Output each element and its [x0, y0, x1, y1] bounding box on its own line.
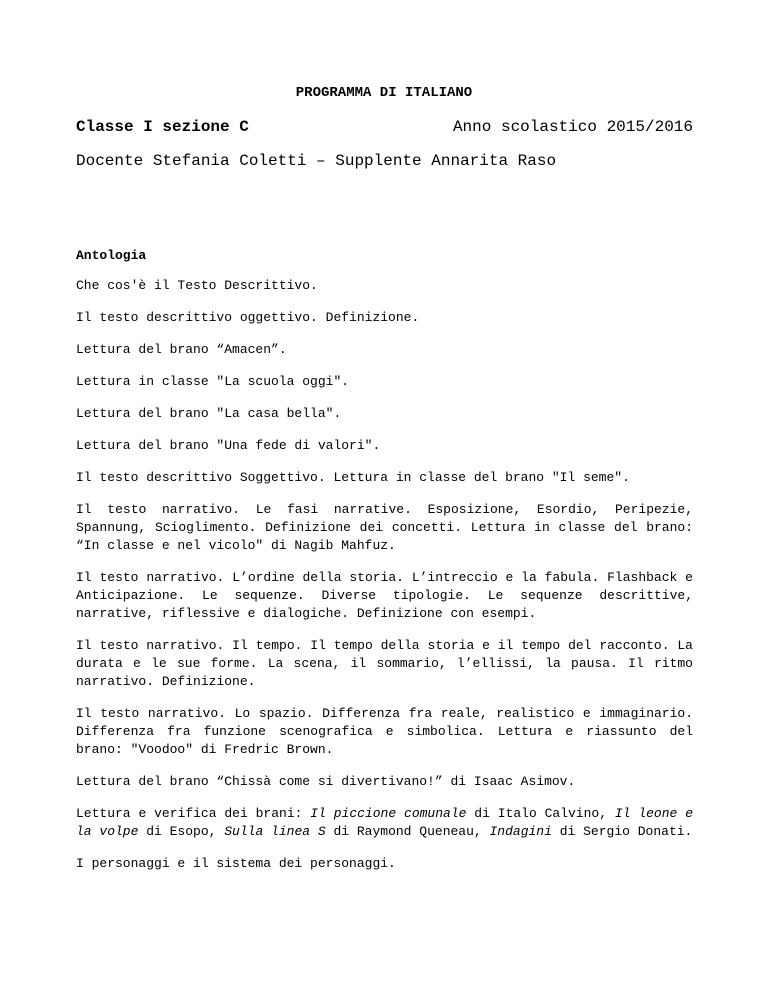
paragraph: Lettura del brano "La casa bella". [76, 406, 342, 421]
work-title: Indagini [489, 824, 552, 839]
work-title: Sulla linea S [224, 824, 326, 839]
teacher-line: Docente Stefania Coletti – Supplente Annarita Raso [76, 152, 557, 170]
work-title: Il leone e la volpe [76, 806, 693, 839]
work-title: Il piccione comunale [310, 806, 467, 821]
paragraph: Che cos'è il Testo Descrittivo. [76, 278, 318, 293]
paragraph: I personaggi e il sistema dei personaggi. [76, 856, 396, 871]
program-content [76, 277, 693, 887]
class-info-line [76, 116, 693, 138]
author-text: di Esopo, [138, 824, 225, 839]
paragraph: Il testo descrittivo oggettivo. Definizione. [76, 310, 420, 325]
paragraph-readings [76, 805, 693, 841]
class-label: Classe I sezione C [76, 118, 249, 136]
paragraph: Lettura in classe "La scuola oggi". [76, 374, 350, 389]
paragraph: Lettura del brano "Una fede di valori". [76, 438, 381, 453]
school-year-label: Anno scolastico 2015/2016 [452, 118, 693, 136]
readings-intro: Lettura e verifica dei brani: [76, 806, 311, 821]
paragraph: Il testo descrittivo Soggettivo. Lettura in classe del brano "Il seme". [76, 470, 630, 485]
paragraph: Il testo narrativo. Lo spazio. Differenza fra reale, realistico e immaginario. Differenza fra funzione scenografica e simbolica. Lettura e riassunto del brano: "Voodoo" di Fredric Brown. [76, 706, 693, 757]
paragraph: Il testo narrativo. Il tempo. Il tempo della storia e il tempo del racconto. La durata e le sue forme. La scena, il sommario, l’ellissi, la pausa. Il ritmo narrativo. Definizione. [76, 638, 693, 689]
author-text: di Sergio Donati. [551, 824, 693, 839]
author-text: di Italo Calvino, [466, 806, 615, 821]
page-title: PROGRAMMA DI ITALIANO [295, 85, 473, 101]
section-title-antologia: Antologia [76, 248, 147, 263]
paragraph: Il testo narrativo. L’ordine della storia. L’intreccio e la fabula. Flashback e Anticipazione. Le sequenze. Diverse tipologie. Le sequenze descrittive, narrative, riflessive e dialogiche. Definizione con esempi. [76, 570, 693, 621]
paragraph: Lettura del brano “Chissà come si divertivano!” di Isaac Asimov. [76, 774, 576, 789]
paragraph: Lettura del brano “Amacen”. [76, 342, 287, 357]
author-text: di Raymond Queneau, [325, 824, 490, 839]
paragraph: Il testo narrativo. Le fasi narrative. Esposizione, Esordio, Peripezie, Spannung, Scioglimento. Definizione dei concetti. Lettura in classe del brano: “In classe e nel vicolo" di Nagib Mahfuz. [76, 502, 693, 553]
